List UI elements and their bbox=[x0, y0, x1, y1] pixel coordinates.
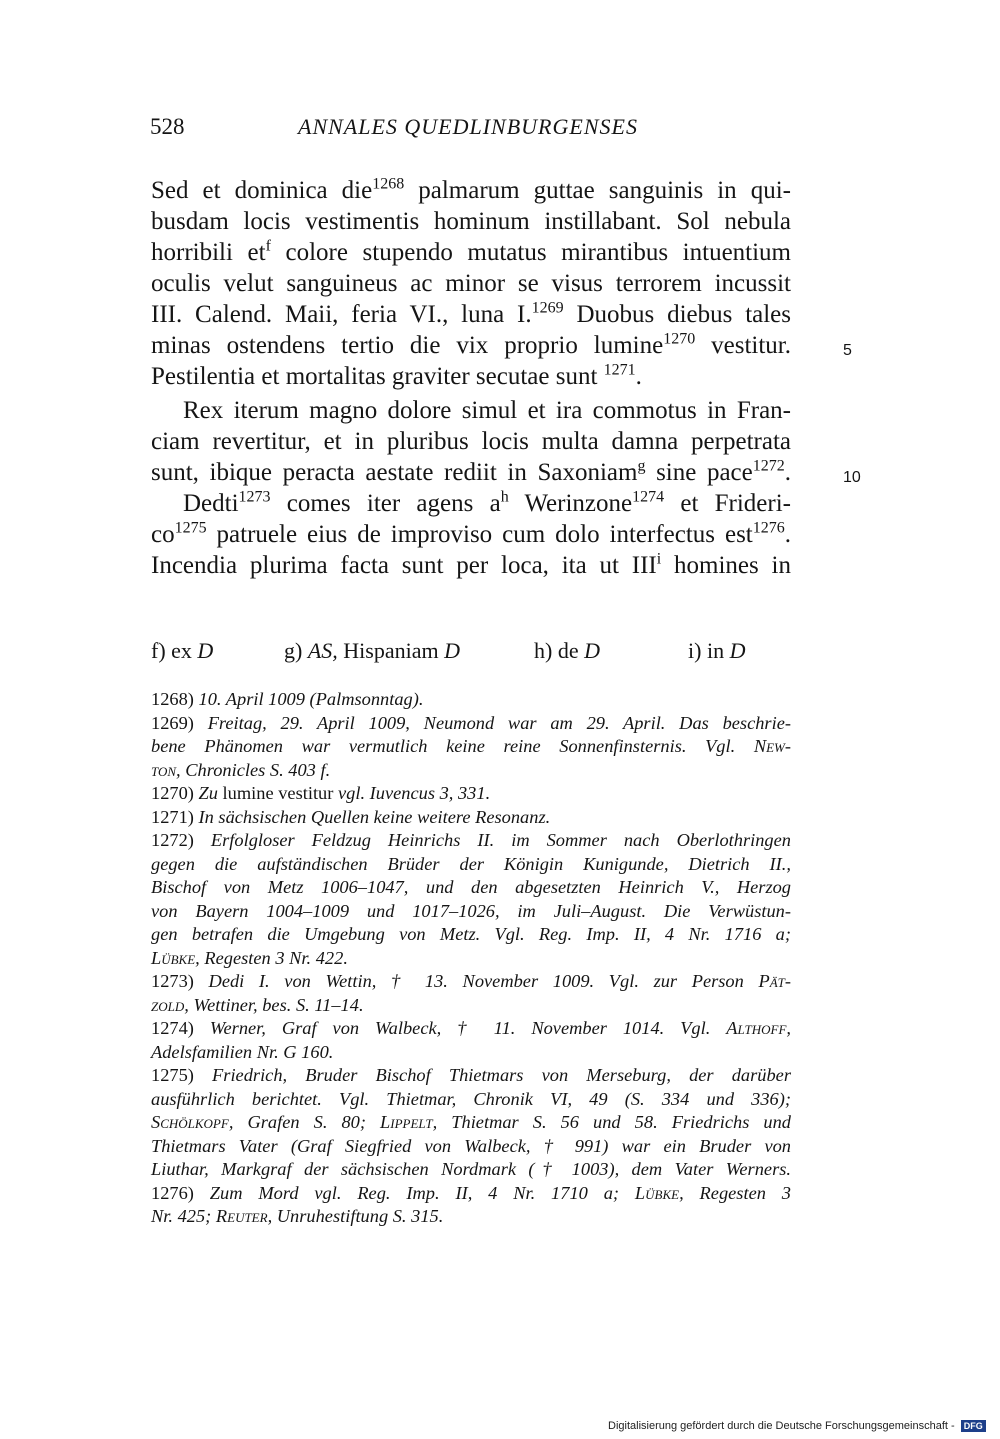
footnote-line: Bischof von Metz 1006–1047, und den abgesetzten Heinrich V., Herzog bbox=[151, 877, 791, 897]
footnote-line: 1269) Freitag, 29. April 1009, Neumond war am 29. April. Das beschrie- bbox=[151, 712, 791, 733]
line-number: 10 bbox=[843, 469, 861, 486]
footnote-line: ton, Chronicles S. 403 f. bbox=[151, 759, 331, 780]
dfg-logo: DFG bbox=[961, 1420, 986, 1432]
variant-note: i) in D bbox=[688, 638, 746, 663]
footnote-line: Adelsfamilien Nr. G 160. bbox=[151, 1041, 334, 1062]
main-text bbox=[151, 175, 791, 581]
footnote-line: von Bayern 1004–1009 und 1017–1026, im Juli–August. Die Verwüstun- bbox=[151, 900, 791, 921]
text-line: Dedti$^{1273}$ comes iter agens $a^h$ Werinzone$^{1274}$ et Frideri- bbox=[183, 488, 791, 517]
footnote-line: bene Phänomen war vermutlich keine reine Sonnenfinsternis. Vgl. New- bbox=[151, 736, 791, 756]
running-head: ANNALES QUEDLINBURGENSES bbox=[298, 114, 638, 139]
text-line: oculis velut sanguineus ac minor se visus terrorem incussit bbox=[151, 270, 791, 297]
footnote-line: Schölkopf, Grafen S. 80; Lippelt, Thietmar S. 56 und 58. Friedrichs und bbox=[151, 1112, 791, 1132]
textual-apparatus bbox=[151, 638, 791, 668]
footnote-line: 1272) Erfolgloser Feldzug Heinrichs II. im Sommer nach Oberlothringen bbox=[151, 830, 791, 850]
footnote-line: 1268) 10. April 1009 (Palmsonntag). bbox=[151, 689, 424, 709]
footnotes bbox=[151, 688, 791, 1229]
variant-note: h) de D bbox=[534, 638, 600, 663]
variant-note: g) AS, Hispaniam D bbox=[284, 638, 460, 663]
digitization-credit bbox=[608, 1420, 986, 1432]
footnote-line: Thietmars Vater (Graf Siegfried von Walbeck, † 991) war ein Bruder von bbox=[151, 1135, 791, 1156]
text-line: III. Calend. Maii, feria VI., luna I.$^{1269}$ Duobus diebus tales bbox=[151, 299, 792, 328]
footnote-line: gegen die aufständischen Brüder der Königin Kunigunde, Dietrich II., bbox=[151, 853, 791, 874]
footnote-line: Lübke, Regesten 3 Nr. 422. bbox=[151, 947, 348, 968]
text-line: horribili $et^f$ colore stupendo mutatus mirantibus intuentium bbox=[151, 237, 792, 266]
variant-note: f) ex D bbox=[151, 638, 214, 663]
footnote-line: ausführlich berichtet. Vgl. Thietmar, Chronik VI, 49 (S. 334 und 336); bbox=[151, 1088, 791, 1109]
text-line: busdam locis vestimentis hominum instillabant. Sol nebula bbox=[151, 208, 791, 235]
footnote-line: 1275) Friedrich, Bruder Bischof Thietmars von Merseburg, der darüber bbox=[151, 1065, 791, 1085]
page-number: 528 bbox=[150, 114, 185, 139]
line-number: 5 bbox=[843, 342, 852, 359]
page-header bbox=[150, 114, 790, 148]
text-line: ciam revertitur, et in pluribus locis multa damna perpetrata bbox=[151, 428, 791, 455]
footnote-line: 1271) In sächsischen Quellen keine weitere Resonanz. bbox=[151, 806, 551, 827]
footnote-line: Nr. 425; Reuter, Unruhestiftung S. 315. bbox=[151, 1206, 444, 1226]
footnote-line: zold, Wettiner, bes. S. 11–14. bbox=[151, 994, 364, 1015]
text-line: Incendia plurima facta sunt per loca, ita ut III$^i$ homines in bbox=[151, 550, 791, 579]
text-line: $co^{1275}$ patruele eius de improviso cum dolo interfectus est$^{1276}$. bbox=[151, 519, 791, 548]
text-line: Rex iterum magno dolore simul et ira commotus in Fran- bbox=[183, 397, 791, 424]
text-line: Pestilentia et mortalitas graviter secutae sunt $^{1271}$. bbox=[151, 361, 642, 390]
text-line: sunt, ibique peracta aestate rediit in Saxoniam$^g$ sine pace$^{1272}$. bbox=[151, 457, 791, 486]
footnote-line: 1270) Zu lumine vestitur vgl. Iuvencus 3, 331. bbox=[151, 783, 491, 803]
footnote-line: 1274) Werner, Graf von Walbeck, † 11. November 1014. Vgl. Althoff, bbox=[151, 1018, 791, 1038]
footnote-line: Liuthar, Markgraf der sächsischen Nordmark († 1003), dem Vater Werners. bbox=[151, 1159, 791, 1179]
credit-text: Digitalisierung gefördert durch die Deutsche Forschungsgemeinschaft - bbox=[608, 1420, 955, 1432]
footnote-line: gen betrafen die Umgebung von Metz. Vgl. Reg. Imp. II, 4 Nr. 1716 a; bbox=[151, 924, 791, 944]
footnote-line: 1273) Dedi I. von Wettin, † 13. November 1009. Vgl. zur Person Pät- bbox=[151, 971, 791, 991]
text-line: Sed et dominica die$^{1268}$ palmarum guttae sanguinis in qui- bbox=[151, 175, 791, 204]
footnote-line: 1276) Zum Mord vgl. Reg. Imp. II, 4 Nr. 1710 a; Lübke, Regesten 3 bbox=[151, 1182, 791, 1203]
text-line: minas ostendens tertio die vix proprio lumine$^{1270}$ vestitur. bbox=[151, 330, 791, 359]
